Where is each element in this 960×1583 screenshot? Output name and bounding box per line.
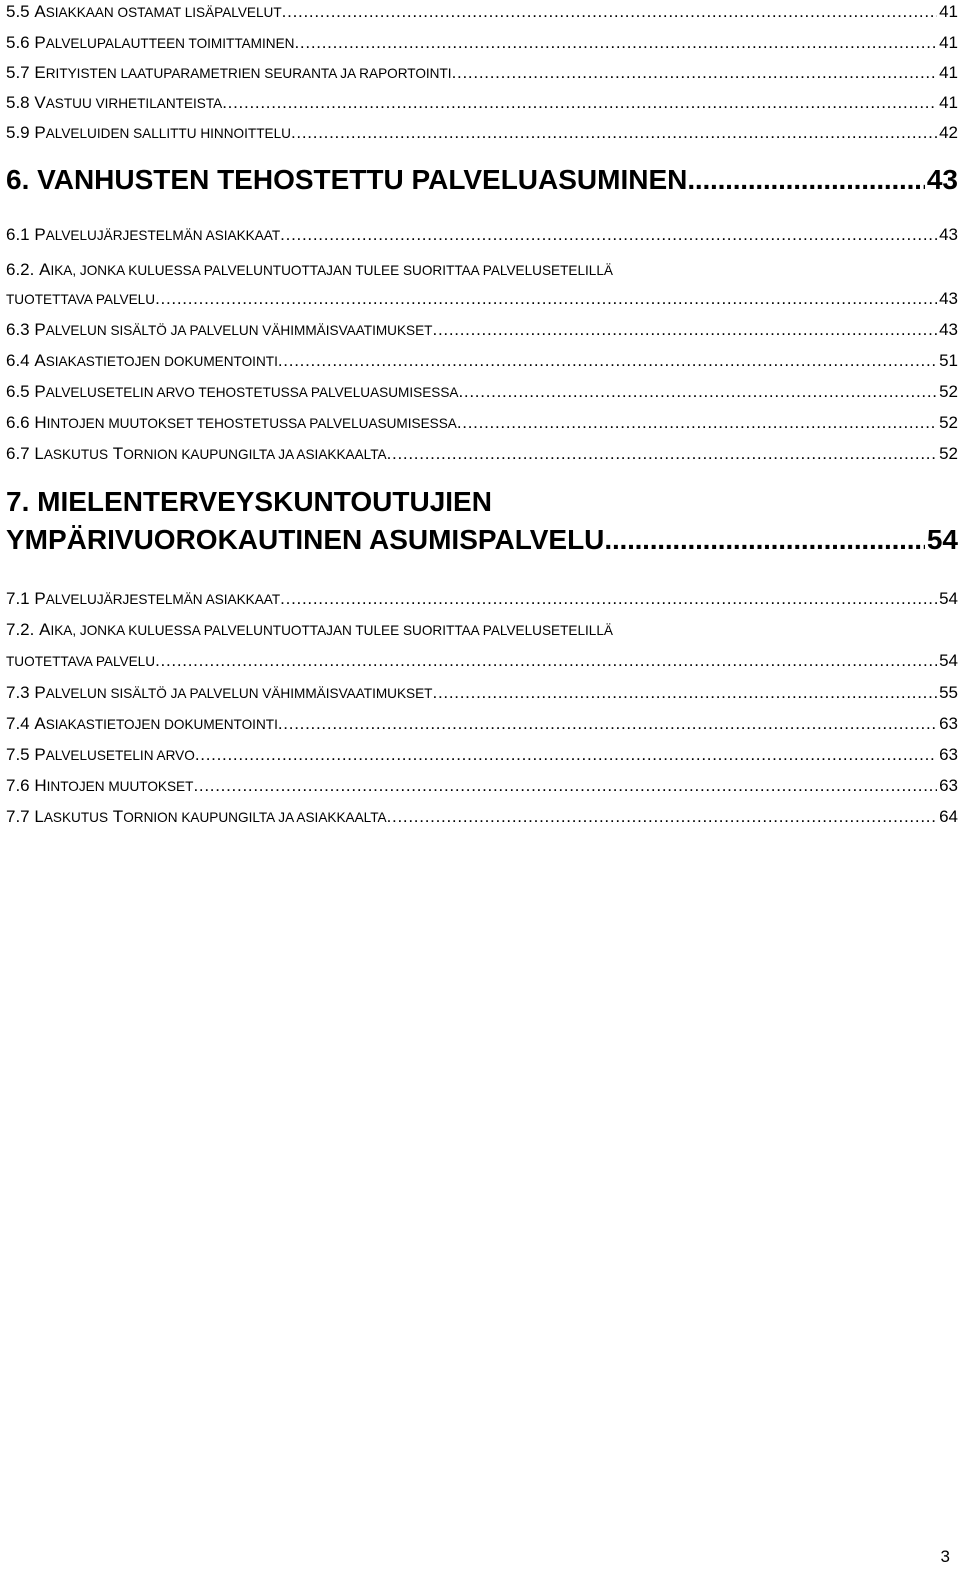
toc-page-number: 43 (926, 164, 958, 195)
toc-title: ASTUU VIRHETILANTEISTA (45, 96, 223, 111)
toc-title-initial: A (34, 351, 46, 370)
toc-title-2: ORNION KAUPUNGILTA JA ASIAKKAALTA (123, 810, 387, 825)
toc-title-initial: P (34, 33, 46, 52)
toc-page-number: 52 (939, 413, 958, 432)
toc-page-number: 43 (939, 225, 958, 244)
toc-title-initial: L (34, 807, 44, 826)
toc-chapter-title: 6. VANHUSTEN TEHOSTETTU PALVELUASUMINEN (6, 164, 688, 195)
toc-number: 5.5 (6, 2, 30, 21)
toc-title-initial: A (34, 714, 46, 733)
toc-number: 7.7 (6, 807, 30, 826)
toc-title-initial: E (34, 63, 46, 82)
toc-title: ALVELUJÄRJESTELMÄN ASIAKKAAT (45, 592, 281, 607)
toc-title-initial: V (34, 93, 46, 112)
toc-page-number: 41 (939, 33, 958, 52)
toc-title-initial-2: T (112, 807, 124, 826)
toc-title: ASKUTUS (43, 447, 109, 462)
toc-number: 5.7 (6, 63, 30, 82)
toc-entry-6-7[interactable] (6, 444, 958, 464)
dot-leader (457, 413, 937, 433)
toc-title: ALVELUSETELIN ARVO (45, 748, 195, 763)
toc-number: 7.2. (6, 620, 35, 639)
toc-title-initial: A (39, 620, 51, 639)
dot-leader (458, 382, 937, 402)
toc-entry-7-5[interactable] (6, 745, 958, 765)
toc-title: SIAKASTIETOJEN DOKUMENTOINTI (45, 354, 278, 369)
toc-entry-5-7[interactable] (6, 63, 958, 83)
toc-entry-6-6[interactable] (6, 413, 958, 433)
toc-entry-5-8[interactable] (6, 93, 958, 113)
toc-page-number: 52 (939, 444, 958, 463)
toc-page-number: 41 (939, 2, 958, 21)
toc-entry-7-1[interactable] (6, 589, 958, 609)
dot-leader (280, 589, 937, 609)
page-number: 3 (940, 1547, 950, 1566)
dot-leader (280, 225, 937, 245)
dot-leader (687, 164, 924, 196)
toc-title: INTOJEN MUUTOKSET TEHOSTETUSSA PALVELUASUMISESSA (46, 416, 457, 431)
dot-leader (193, 776, 937, 796)
toc-title-initial: P (34, 745, 46, 764)
dot-leader (282, 2, 937, 22)
toc-chapter-title: 7. MIELENTERVEYSKUNTOUTUJIEN (6, 486, 492, 517)
toc-title: IKA, JONKA KULUESSA PALVELUNTUOTTAJAN TULEE SUORITTAA PALVELUSETELILLÄ (50, 623, 613, 638)
toc-title: ALVELUN SISÄLTÖ JA PALVELUN VÄHIMMÄISVAATIMUKSET (45, 323, 433, 338)
toc-number: 6.4 (6, 351, 30, 370)
toc-title-initial: A (39, 260, 51, 279)
toc-page-number: 64 (939, 807, 958, 826)
toc-page-number: 43 (939, 289, 958, 308)
toc-page-number: 63 (939, 745, 958, 764)
toc-entry-5-6[interactable] (6, 33, 958, 53)
toc-entry-5-9[interactable] (6, 123, 958, 143)
toc-page-number: 52 (939, 382, 958, 401)
toc-title: RITYISTEN LAATUPARAMETRIEN SEURANTA JA RAPORTOINTI (45, 66, 452, 81)
toc-page-number: 54 (939, 651, 958, 670)
toc-entry-6-5[interactable] (6, 382, 958, 402)
dot-leader (155, 289, 937, 309)
dot-leader (294, 33, 937, 53)
toc-title: ALVELUN SISÄLTÖ JA PALVELUN VÄHIMMÄISVAATIMUKSET (45, 686, 433, 701)
dot-leader (604, 524, 924, 556)
toc-number: 7.5 (6, 745, 30, 764)
toc-entry-5-5[interactable] (6, 2, 958, 22)
toc-number: 6.7 (6, 444, 30, 463)
toc-chapter-6[interactable] (6, 164, 958, 196)
dot-leader (155, 651, 937, 671)
toc-page-number: 43 (939, 320, 958, 339)
toc-number: 5.9 (6, 123, 30, 142)
toc-entry-7-6[interactable] (6, 776, 958, 796)
toc-title: SIAKASTIETOJEN DOKUMENTOINTI (45, 717, 278, 732)
toc-title-initial: P (34, 382, 46, 401)
toc-title-initial: L (34, 444, 44, 463)
toc-page-number: 55 (939, 683, 958, 702)
toc-title-initial: P (34, 683, 46, 702)
toc-number: 7.1 (6, 589, 30, 608)
toc-number: 5.8 (6, 93, 30, 112)
toc-page-number: 54 (926, 524, 958, 555)
toc-page-number: 42 (939, 123, 958, 142)
toc-title: INTOJEN MUUTOKSET (46, 779, 194, 794)
toc-title: ALVELUJÄRJESTELMÄN ASIAKKAAT (45, 228, 281, 243)
dot-leader (222, 93, 937, 113)
toc-number: 5.6 (6, 33, 30, 52)
toc-title-initial: P (34, 225, 46, 244)
toc-title-initial: P (34, 589, 46, 608)
dot-leader (278, 714, 937, 734)
toc-page-number: 41 (939, 93, 958, 112)
toc-number: 6.3 (6, 320, 30, 339)
toc-entry-6-4[interactable] (6, 351, 958, 371)
toc-entry-7-3[interactable] (6, 683, 958, 703)
toc-page-number: 41 (939, 63, 958, 82)
toc-title: ALVELUSETELIN ARVO TEHOSTETUSSA PALVELUASUMISESSA (45, 385, 459, 400)
toc-title: SIAKKAAN OSTAMAT LISÄPALVELUT (45, 5, 282, 20)
dot-leader (387, 807, 938, 827)
toc-title-initial: P (34, 320, 46, 339)
dot-leader (278, 351, 937, 371)
toc-title: ASKUTUS (43, 810, 109, 825)
dot-leader (452, 63, 937, 83)
toc-number: 6.5 (6, 382, 30, 401)
toc-title: ALVELUPALAUTTEEN TOIMITTAMINEN (45, 36, 295, 51)
toc-number: 7.6 (6, 776, 30, 795)
toc-entry-6-1[interactable] (6, 225, 958, 245)
toc-title-continuation: TUOTETTAVA PALVELU (6, 654, 156, 669)
dot-leader (195, 745, 937, 765)
toc-page-number: 54 (939, 589, 958, 608)
toc-entry-7-7[interactable] (6, 807, 958, 827)
toc-title: IKA, JONKA KULUESSA PALVELUNTUOTTAJAN TULEE SUORITTAA PALVELUSETELILLÄ (50, 263, 613, 278)
toc-page-number: 51 (939, 351, 958, 370)
toc-title-initial: H (34, 413, 47, 432)
toc-title-initial: H (34, 776, 47, 795)
toc-title-initial: A (34, 2, 46, 21)
toc-title: ALVELUIDEN SALLITTU HINNOITTELU (45, 126, 291, 141)
toc-title-continuation: TUOTETTAVA PALVELU (6, 292, 156, 307)
toc-title-initial: P (34, 123, 46, 142)
toc-number: 7.3 (6, 683, 30, 702)
toc-entry-6-2[interactable] (6, 260, 958, 309)
toc-entry-6-3[interactable] (6, 320, 958, 340)
toc-title-initial-2: T (112, 444, 124, 463)
toc-number: 7.4 (6, 714, 30, 733)
dot-leader (387, 444, 938, 464)
toc-chapter-7[interactable] (6, 486, 958, 556)
dot-leader (433, 320, 938, 340)
toc-entry-7-4[interactable] (6, 714, 958, 734)
dot-leader (433, 683, 938, 703)
toc-chapter-title-continuation: YMPÄRIVUOROKAUTINEN ASUMISPALVELU (6, 524, 605, 555)
toc-number: 6.2. (6, 260, 35, 279)
toc-page-number: 63 (939, 776, 958, 795)
toc-entry-7-2[interactable] (6, 620, 958, 671)
toc-page-number: 63 (939, 714, 958, 733)
dot-leader (291, 123, 937, 143)
toc-title-2: ORNION KAUPUNGILTA JA ASIAKKAALTA (123, 447, 387, 462)
toc-number: 6.1 (6, 225, 30, 244)
toc-number: 6.6 (6, 413, 30, 432)
